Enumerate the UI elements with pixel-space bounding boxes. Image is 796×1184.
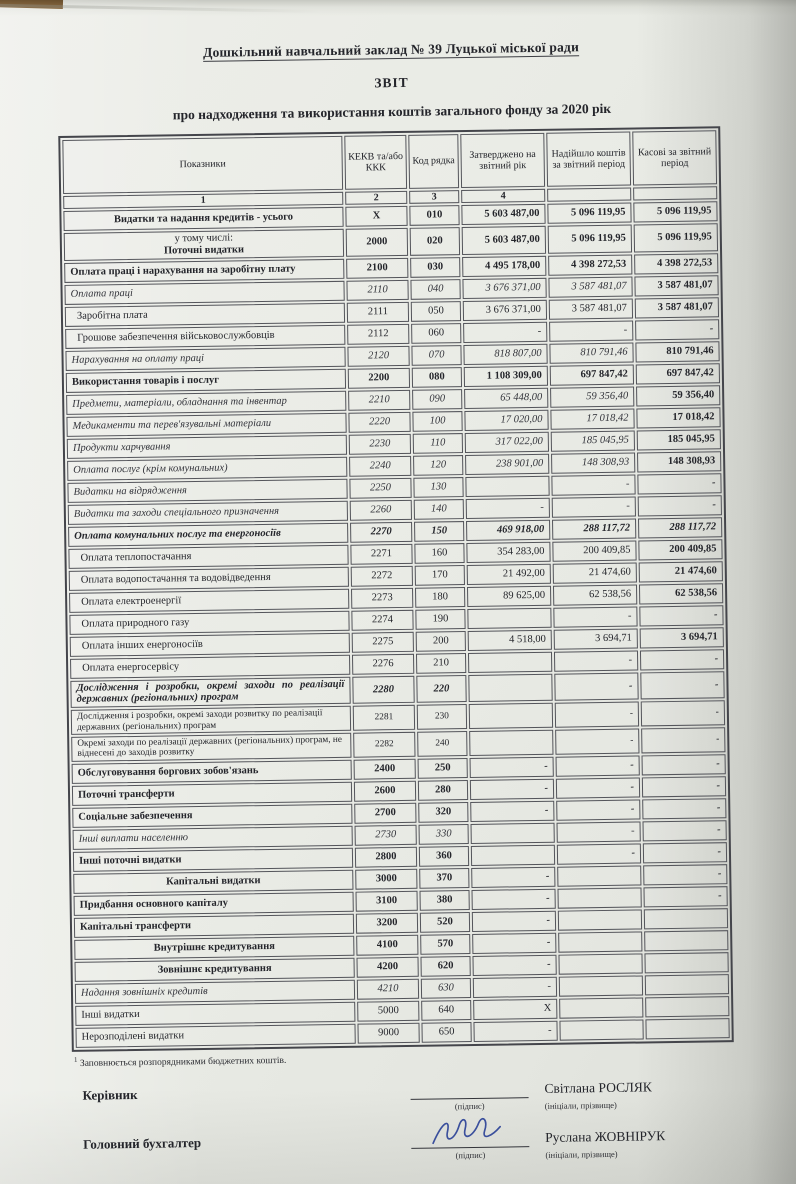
- row-received: -: [555, 702, 639, 728]
- row-cash: -: [639, 605, 723, 626]
- director-name: Світлана РОСЛЯК: [544, 1079, 652, 1096]
- row-approved: 17 020,00: [464, 409, 548, 430]
- row-indicator: у тому числі: Поточні видатки: [64, 229, 344, 261]
- row-kekv: 2400: [354, 759, 416, 780]
- row-indicator: Оплата праці: [64, 280, 344, 304]
- row-indicator: Надання зовнішніх кредитів: [75, 980, 355, 1004]
- row-received: -: [556, 777, 640, 798]
- table-header-row: [62, 130, 717, 194]
- row-received: -: [554, 650, 638, 671]
- row-cash: 59 356,40: [636, 385, 720, 406]
- row-cash: 4 398 272,53: [634, 253, 718, 274]
- row-code: 020: [410, 227, 460, 255]
- row-indicator: Оплата комунальних послуг та енергоносіїв: [68, 522, 348, 546]
- footnote-text: Заповнюється розпорядниками бюджетних коштів.: [77, 1055, 287, 1069]
- row-code: 240: [417, 731, 467, 757]
- row-indicator: Дослідження і розробки, окремі заходи розвитку по реалізації державних (регіональних) програм: [71, 706, 351, 735]
- row-indicator: Оплата водопостачання та водовідведення: [69, 566, 349, 590]
- row-kekv: 2281: [353, 705, 415, 731]
- col-header-received: Надійшло коштів за звітний період: [546, 132, 631, 187]
- row-indicator: Оплата енергосервісу: [70, 654, 350, 678]
- row-indicator: Оплата природного газу: [69, 610, 349, 634]
- footnote-sup: 1: [73, 1055, 78, 1064]
- row-code: 220: [416, 675, 466, 703]
- row-kekv: 2120: [347, 346, 409, 367]
- row-received: [557, 887, 641, 908]
- report-table: [58, 126, 734, 1052]
- row-code: 200: [416, 631, 466, 652]
- signature-block: [82, 1075, 747, 1167]
- row-received: -: [555, 728, 639, 754]
- row-code: 150: [414, 521, 464, 542]
- row-cash: 5 096 119,95: [634, 223, 718, 252]
- row-approved: [465, 475, 549, 496]
- row-code: 620: [420, 956, 470, 977]
- row-approved: 3 676 371,00: [462, 277, 546, 298]
- row-indicator: Придбання основного капіталу: [74, 892, 354, 916]
- row-approved: -: [473, 1021, 557, 1042]
- row-received: [559, 975, 643, 996]
- row-approved: -: [471, 867, 555, 888]
- row-code: 370: [419, 868, 469, 889]
- row-received: -: [553, 606, 637, 627]
- row-kekv: 3000: [355, 869, 417, 890]
- row-received: [558, 909, 642, 930]
- name-field-accountant: [545, 1125, 666, 1160]
- row-cash: 5 096 119,95: [633, 201, 717, 222]
- row-approved: X: [473, 999, 557, 1020]
- row-received: 200 409,85: [552, 540, 636, 561]
- row-indicator: Внутрішнє кредитування: [74, 936, 354, 960]
- col-header-indicators: Показники: [62, 136, 343, 194]
- row-approved: 317 022,00: [465, 431, 549, 452]
- row-code: 640: [421, 1000, 471, 1021]
- signature-line: [410, 1078, 528, 1100]
- row-kekv: 2210: [348, 390, 410, 411]
- row-cash: -: [637, 473, 721, 494]
- row-indicator: Видатки на відрядження: [67, 478, 347, 502]
- row-approved: -: [470, 779, 554, 800]
- row-cash: -: [635, 319, 719, 340]
- row-cash: 3 587 481,07: [635, 297, 719, 318]
- colnum-4: 4: [461, 189, 545, 203]
- row-received: 5 096 119,95: [548, 225, 632, 254]
- row-indicator: Оплата інших енергоносіїв: [70, 632, 350, 656]
- row-indicator: Оплата послуг (крім комунальних): [67, 456, 347, 480]
- row-approved: -: [463, 321, 547, 342]
- row-received: 288 117,72: [552, 518, 636, 539]
- row-received: 3 587 481,07: [548, 276, 632, 297]
- row-kekv: 3100: [356, 891, 418, 912]
- row-approved: [467, 607, 551, 628]
- row-indicator: Видатки та заходи спеціального призначення: [68, 500, 348, 524]
- row-received: 4 398 272,53: [548, 254, 632, 275]
- row-indicator: Поточні трансферти: [72, 782, 352, 806]
- row-approved: -: [472, 933, 556, 954]
- row-kekv: 2260: [350, 500, 412, 521]
- row-code: 070: [411, 345, 461, 366]
- row-received: 5 096 119,95: [547, 203, 631, 224]
- row-approved: -: [473, 977, 557, 998]
- row-indicator: Окремі заходи по реалізації державних (регіональних) програм, не віднесені до заходів розвитку: [71, 733, 351, 762]
- row-kekv: 2112: [347, 324, 409, 345]
- row-received: -: [549, 320, 633, 341]
- row-code: 090: [412, 389, 462, 410]
- col-header-approved: Затверджено на звітний рік: [460, 133, 545, 188]
- row-cash: 185 045,95: [637, 429, 721, 450]
- row-cash: [644, 952, 728, 973]
- row-cash: 697 847,42: [636, 363, 720, 384]
- colnum-2: 2: [345, 191, 407, 205]
- row-indicator: Обслуговування боргових зобов'язань: [72, 760, 352, 784]
- row-cash: [644, 908, 728, 929]
- row-indicator: Капітальні трансферти: [74, 914, 354, 938]
- row-indicator: Використання товарів і послуг: [66, 368, 346, 392]
- row-cash: 17 018,42: [636, 407, 720, 428]
- name-caption: (ініціали, прізвище): [544, 1099, 617, 1111]
- handwritten-signature-ink: [427, 1110, 506, 1151]
- row-kekv: 2274: [351, 609, 413, 630]
- row-kekv: 2270: [350, 522, 412, 543]
- row-approved: 4 495 178,00: [462, 255, 546, 276]
- row-approved: -: [466, 497, 550, 518]
- row-kekv: 2240: [349, 456, 411, 477]
- row-approved: [471, 823, 555, 844]
- row-kekv: 2230: [349, 434, 411, 455]
- signature-row-director: [82, 1075, 746, 1118]
- row-received: -: [552, 496, 636, 517]
- accountant-name: Руслана ЖОВНІРУК: [545, 1128, 666, 1145]
- row-approved: 5 603 487,00: [461, 204, 545, 225]
- row-indicator: Нарахування на оплату праці: [65, 346, 345, 370]
- col-header-kekv: КЕКВ та/або ККК: [344, 135, 407, 190]
- row-received: -: [551, 474, 635, 495]
- signature-row-accountant: [83, 1124, 747, 1167]
- row-code: 060: [411, 323, 461, 344]
- row-kekv: 4210: [357, 979, 419, 1000]
- row-kekv: 2275: [352, 631, 414, 652]
- signature-field-accountant: [411, 1127, 529, 1161]
- row-received: 59 356,40: [550, 386, 634, 407]
- row-approved: 89 625,00: [467, 585, 551, 606]
- colnum-3: 3: [409, 190, 459, 204]
- document-subtitle: про надходження та використання коштів загального фонду за 2020 рік: [172, 100, 612, 123]
- row-indicator: Медикаменти та перев'язувальні матеріали: [66, 412, 346, 436]
- row-code: 170: [415, 565, 465, 586]
- row-code: 520: [420, 912, 470, 933]
- row-kekv: 2000: [346, 228, 408, 256]
- row-cash: 148 308,93: [637, 451, 721, 472]
- row-received: 810 791,46: [549, 342, 633, 363]
- row-code: 650: [421, 1022, 471, 1043]
- row-approved: [468, 673, 552, 702]
- row-kekv: X: [345, 206, 407, 227]
- row-indicator: Оплата праці і нарахування на заробітну плату: [64, 258, 344, 282]
- row-received: [559, 997, 643, 1018]
- row-code: 630: [421, 978, 471, 999]
- name-field-director: [544, 1076, 652, 1111]
- row-received: -: [557, 843, 641, 864]
- row-code: 050: [411, 301, 461, 322]
- row-kekv: 2250: [349, 478, 411, 499]
- row-received: 17 018,42: [550, 408, 634, 429]
- row-code: 180: [415, 587, 465, 608]
- row-code: 190: [415, 609, 465, 630]
- row-kekv: 2282: [353, 732, 415, 758]
- row-cash: -: [640, 649, 724, 670]
- row-indicator: Видатки та надання кредитів - усього: [63, 207, 343, 231]
- row-kekv: 2800: [355, 847, 417, 868]
- row-received: 21 474,60: [553, 562, 637, 583]
- row-code: 320: [418, 802, 468, 823]
- name-caption: (ініціали, прізвище): [545, 1148, 618, 1160]
- row-approved: [469, 703, 553, 729]
- row-received: 62 538,56: [553, 584, 637, 605]
- row-cash: -: [643, 886, 727, 907]
- row-kekv: 2271: [350, 544, 412, 565]
- row-approved: [468, 651, 552, 672]
- row-approved: 3 676 371,00: [463, 299, 547, 320]
- document-title: ЗВІТ: [374, 74, 409, 91]
- row-received: -: [554, 672, 638, 701]
- row-cash: 288 117,72: [638, 517, 722, 538]
- row-kekv: 4100: [356, 935, 418, 956]
- signature-line: [411, 1127, 529, 1149]
- row-kekv: 2100: [346, 258, 408, 279]
- row-approved: 469 918,00: [466, 519, 550, 540]
- row-kekv: 2700: [354, 803, 416, 824]
- row-code: 360: [419, 846, 469, 867]
- row-indicator: Предмети, матеріали, обладнання та інвентар: [66, 390, 346, 414]
- row-cash: -: [641, 700, 725, 726]
- row-received: -: [556, 799, 640, 820]
- col-header-cash: Касові за звітний період: [632, 130, 717, 185]
- row-indicator: Заробітна плата: [65, 302, 345, 326]
- row-code: 040: [410, 279, 460, 300]
- row-received: -: [556, 755, 640, 776]
- row-cash: 3 694,71: [640, 627, 724, 648]
- row-received: 185 045,95: [551, 430, 635, 451]
- role-accountant: Головний бухгалтер: [83, 1134, 202, 1152]
- colnum-6: [633, 186, 717, 200]
- signature-caption: (підпис): [454, 1100, 485, 1112]
- row-received: 3 694,71: [554, 628, 638, 649]
- row-code: 100: [412, 411, 462, 432]
- col-header-code: Код рядка: [408, 134, 459, 189]
- row-kekv: 2273: [351, 588, 413, 609]
- row-approved: -: [472, 955, 556, 976]
- row-cash: -: [641, 727, 725, 753]
- row-kekv: 2110: [346, 280, 408, 301]
- row-code: 130: [413, 477, 463, 498]
- row-indicator: Соціальне забезпечення: [72, 804, 352, 828]
- row-kekv: 2280: [352, 675, 414, 703]
- row-approved: -: [472, 911, 556, 932]
- row-received: [558, 931, 642, 952]
- row-received: 148 308,93: [551, 452, 635, 473]
- row-code: 160: [414, 543, 464, 564]
- row-approved: 4 518,00: [468, 629, 552, 650]
- row-approved: 818 807,00: [463, 343, 547, 364]
- row-kekv: 2111: [347, 302, 409, 323]
- row-code: 030: [410, 257, 460, 278]
- row-indicator: Нерозподілені видатки: [75, 1024, 355, 1048]
- row-code: 380: [419, 890, 469, 911]
- row-code: 080: [412, 367, 462, 388]
- row-code: 570: [420, 934, 470, 955]
- row-indicator: Дослідження і розробки, окремі заходи по реалізації державних (регіональних) програм: [70, 676, 350, 708]
- row-cash: -: [642, 798, 726, 819]
- row-cash: [644, 930, 728, 951]
- row-approved: 65 448,00: [464, 387, 548, 408]
- row-cash: 62 538,56: [639, 583, 723, 604]
- row-code: 250: [418, 758, 468, 779]
- signature-field-director: [410, 1078, 528, 1112]
- row-cash: -: [642, 776, 726, 797]
- row-cash: 200 409,85: [638, 539, 722, 560]
- row-cash: -: [642, 820, 726, 841]
- row-kekv: 2200: [348, 368, 410, 389]
- row-cash: 21 474,60: [639, 561, 723, 582]
- row-kekv: 9000: [357, 1023, 419, 1044]
- role-director: Керівник: [82, 1086, 138, 1103]
- row-received: 697 847,42: [550, 364, 634, 385]
- row-received: [558, 953, 642, 974]
- row-received: -: [557, 821, 641, 842]
- organization-name: Дошкільний навчальний заклад № 39 Луцької міської ради: [202, 39, 580, 60]
- row-code: 330: [419, 824, 469, 845]
- row-indicator: Інші видатки: [75, 1002, 355, 1026]
- row-kekv: 2276: [352, 653, 414, 674]
- row-indicator: Інші поточні видатки: [73, 848, 353, 872]
- row-indicator: Грошове забезпечення військовослужбовців: [65, 324, 345, 348]
- row-approved: -: [471, 889, 555, 910]
- report-table-body: [63, 201, 729, 1047]
- row-approved: 5 603 487,00: [462, 226, 546, 255]
- signature-caption: (підпис): [455, 1149, 486, 1161]
- row-indicator: Інші виплати населенню: [73, 826, 353, 850]
- row-kekv: 5000: [357, 1001, 419, 1022]
- row-code: 140: [414, 499, 464, 520]
- row-indicator: Капітальні видатки: [73, 870, 353, 894]
- row-cash: -: [643, 864, 727, 885]
- row-indicator: Продукти харчування: [67, 434, 347, 458]
- row-code: 230: [417, 704, 467, 730]
- row-approved: -: [470, 801, 554, 822]
- row-kekv: 2272: [351, 566, 413, 587]
- row-code: 280: [418, 780, 468, 801]
- row-cash: [645, 996, 729, 1017]
- row-cash: -: [643, 842, 727, 863]
- colnum-5: [547, 188, 631, 202]
- row-cash: -: [640, 671, 724, 700]
- row-kekv: 3200: [356, 913, 418, 934]
- row-cash: -: [642, 754, 726, 775]
- row-received: [557, 865, 641, 886]
- row-approved: 1 108 309,00: [464, 365, 548, 386]
- row-received: [559, 1019, 643, 1040]
- row-code: 110: [413, 433, 463, 454]
- row-approved: [471, 845, 555, 866]
- row-approved: [469, 730, 553, 756]
- row-cash: [645, 1018, 729, 1039]
- row-cash: [645, 974, 729, 995]
- row-approved: -: [470, 757, 554, 778]
- row-kekv: 4200: [356, 957, 418, 978]
- row-code: 210: [416, 653, 466, 674]
- row-approved: 238 901,00: [465, 453, 549, 474]
- row-cash: 3 587 481,07: [634, 275, 718, 296]
- row-kekv: 2600: [354, 781, 416, 802]
- row-indicator: Зовнішнє кредитування: [75, 958, 355, 982]
- row-indicator: Оплата електроенергії: [69, 588, 349, 612]
- row-indicator: Оплата теплопостачання: [68, 544, 348, 568]
- row-kekv: 2730: [355, 825, 417, 846]
- row-kekv: 2220: [348, 412, 410, 433]
- row-cash: -: [638, 495, 722, 516]
- row-code: 120: [413, 455, 463, 476]
- row-cash: 810 791,46: [635, 341, 719, 362]
- row-received: 3 587 481,07: [549, 298, 633, 319]
- colnum-1: 1: [63, 192, 343, 209]
- row-code: 010: [409, 205, 459, 226]
- row-approved: 354 283,00: [466, 541, 550, 562]
- row-approved: 21 492,00: [467, 563, 551, 584]
